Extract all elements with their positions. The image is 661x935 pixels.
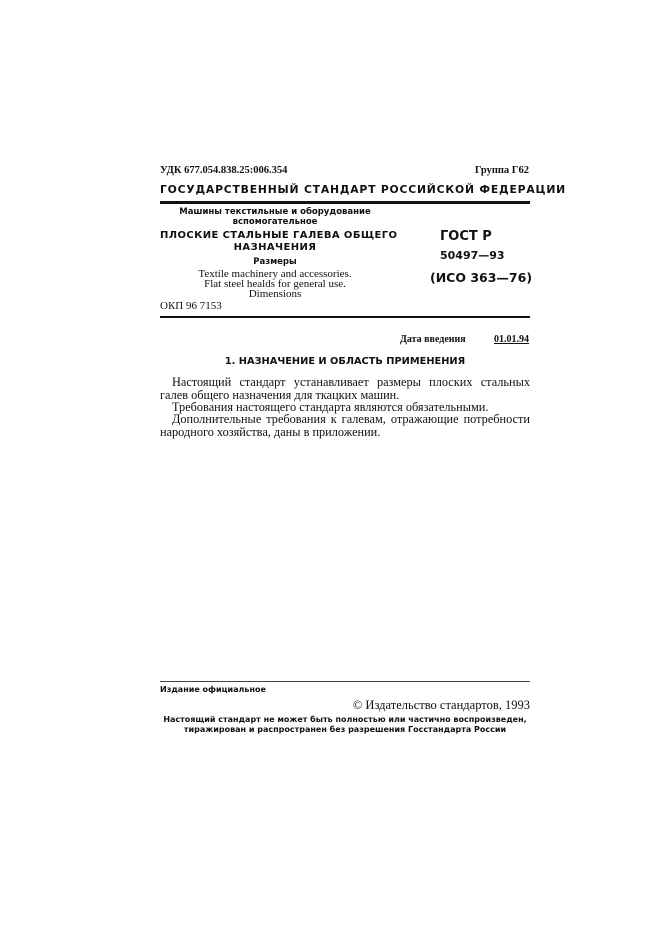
footer-rule bbox=[160, 681, 530, 682]
paragraph-3: Дополнительные требования к галевам, отражающие потребности народного хозяйства, даны в приложении. bbox=[160, 412, 530, 439]
english-title-2: Flat steel healds for general use. bbox=[204, 278, 346, 290]
notice-line-1: Настоящий стандарт не может быть полностью или частично воспроизведен, bbox=[163, 715, 527, 724]
english-title-3: Dimensions bbox=[248, 288, 302, 300]
top-rule bbox=[160, 201, 530, 204]
section-heading: 1. НАЗНАЧЕНИЕ И ОБЛАСТЬ ПРИМЕНЕНИЯ bbox=[224, 356, 466, 367]
copyright-text: Издательство стандартов, 1993 bbox=[365, 698, 530, 712]
group-code: Группа Г62 bbox=[474, 165, 529, 176]
date-value: 01.01.94 bbox=[494, 334, 529, 345]
edition-label: Издание официальное bbox=[160, 685, 266, 694]
document-subtitle: Размеры bbox=[253, 257, 297, 267]
header-bottom-rule bbox=[160, 316, 530, 318]
standard-title: ГОСУДАРСТВЕННЫЙ СТАНДАРТ РОССИЙСКОЙ ФЕДЕРАЦИИ bbox=[160, 183, 566, 196]
okp-code: ОКП 96 7153 bbox=[160, 300, 222, 312]
category-line-1: Машины текстильные и оборудование bbox=[179, 207, 371, 217]
document-name-1: ПЛОСКИЕ СТАЛЬНЫЕ ГАЛЕВА ОБЩЕГО bbox=[160, 230, 398, 241]
document-name-2: НАЗНАЧЕНИЯ bbox=[233, 242, 317, 253]
paragraph-1: Настоящий стандарт устанавливает размеры плоских стальных галев общего назначения для ткацких машин. bbox=[160, 375, 530, 402]
gost-label: ГОСТ Р bbox=[440, 229, 492, 244]
category-line-2: вспомогательное bbox=[232, 217, 318, 227]
iso-number: (ИСО 363—76) bbox=[430, 270, 533, 285]
gost-number: 50497—93 bbox=[440, 249, 505, 262]
copyright-icon: © bbox=[352, 698, 363, 712]
date-label: Дата введения bbox=[400, 334, 466, 345]
udk-code: УДК 677.054.838.25:006.354 bbox=[160, 165, 288, 176]
notice-line-2: тиражирован и распространен без разрешения Госстандарта России bbox=[183, 725, 507, 734]
paragraph-2: Требования настоящего стандарта являются обязательными. bbox=[172, 400, 489, 414]
copyright bbox=[353, 698, 530, 713]
english-title-1: Textile machinery and accessories. bbox=[198, 268, 352, 280]
